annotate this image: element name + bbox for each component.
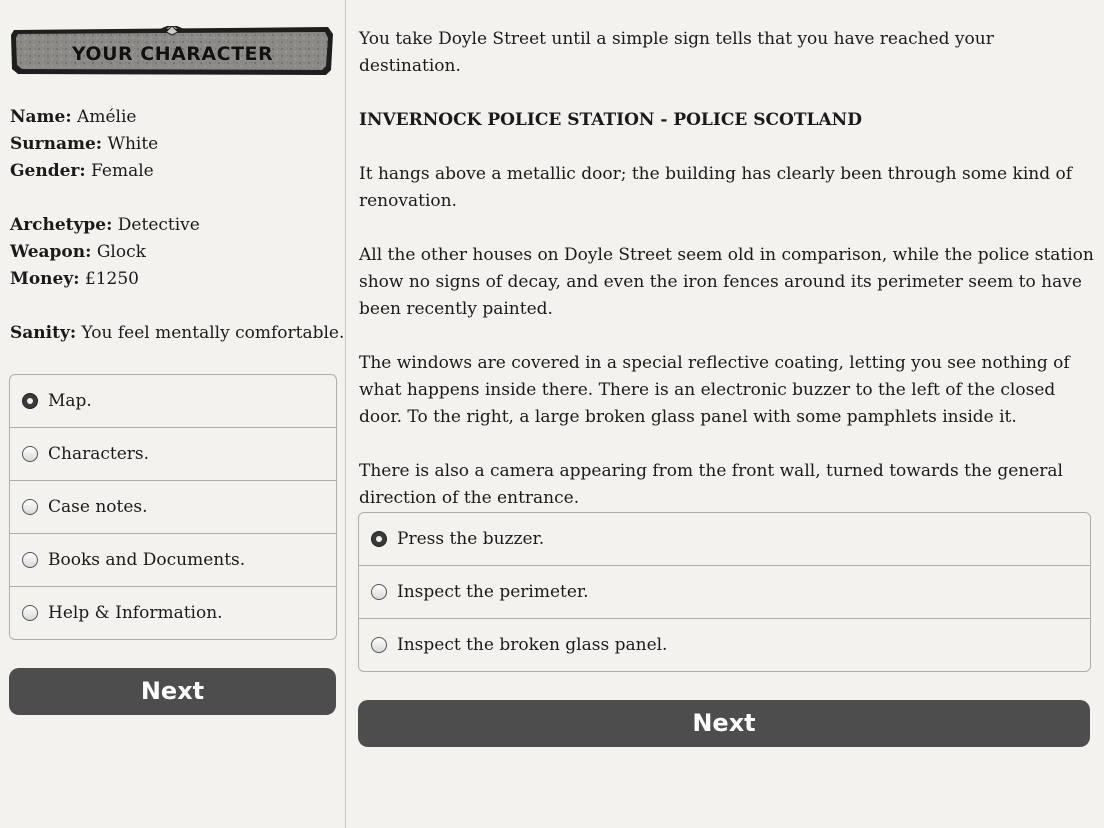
story-text (359, 26, 1094, 539)
story-next-button[interactable]: Next (358, 700, 1090, 747)
stat-key: Gender: (10, 161, 86, 181)
stat-value: You feel mentally comfortable. (81, 323, 345, 343)
stat-money (10, 266, 340, 293)
stat-key: Weapon: (10, 242, 92, 262)
stat-gender (10, 158, 340, 185)
stat-value: £1250 (84, 269, 139, 289)
menu-item-case-notes[interactable] (10, 480, 336, 533)
character-stats (10, 104, 345, 347)
stat-key: Sanity: (10, 323, 77, 343)
stat-surname (10, 131, 340, 158)
story-paragraph: You take Doyle Street until a simple sign tells that you have reached your destination. (359, 29, 994, 76)
stat-value: Glock (96, 242, 146, 262)
choice-press-buzzer[interactable] (359, 513, 1090, 565)
character-panel (0, 0, 345, 828)
story-paragraph: There is also a camera appearing from the front wall, turned towards the general direction of the entrance. (359, 461, 1063, 508)
radio-icon[interactable] (22, 499, 38, 515)
radio-icon[interactable] (22, 446, 38, 462)
menu-item-characters[interactable] (10, 427, 336, 480)
menu-item-books-documents[interactable] (10, 533, 336, 586)
sidebar-menu (9, 374, 337, 640)
menu-item-label: Case notes. (48, 497, 148, 517)
sidebar-next-button[interactable]: Next (9, 668, 336, 715)
stat-key: Surname: (10, 134, 103, 154)
menu-item-label: Characters. (48, 444, 150, 464)
choice-label: Inspect the perimeter. (397, 582, 589, 602)
menu-item-label: Map. (48, 391, 92, 411)
radio-icon[interactable] (22, 552, 38, 568)
menu-item-label: Books and Documents. (48, 550, 246, 570)
panel-divider (345, 0, 346, 828)
stat-key: Name: (10, 107, 72, 127)
radio-icon[interactable] (371, 584, 387, 600)
stat-sanity (10, 320, 345, 347)
stat-key: Money: (10, 269, 80, 289)
stat-value: Detective (117, 215, 200, 235)
menu-item-map[interactable] (10, 375, 336, 427)
radio-selected-icon[interactable] (22, 393, 38, 409)
stat-value: Amélie (77, 107, 137, 127)
stat-archetype (10, 212, 340, 239)
stat-weapon (10, 239, 340, 266)
radio-selected-icon[interactable] (371, 531, 387, 547)
choice-inspect-glass-panel[interactable] (359, 618, 1090, 671)
stat-key: Archetype: (10, 215, 113, 235)
choice-list (358, 512, 1091, 672)
radio-icon[interactable] (371, 637, 387, 653)
menu-item-help[interactable] (10, 586, 336, 639)
choice-inspect-perimeter[interactable] (359, 565, 1090, 618)
story-paragraph: The windows are covered in a special reflective coating, letting you see nothing of what happens inside there. There is an electronic buzzer to the left of the closed door. To the right, a large broken glass panel with some pamphlets inside it. (359, 353, 1070, 427)
choice-label: Inspect the broken glass panel. (397, 635, 668, 655)
character-banner (10, 26, 335, 76)
stat-name (10, 104, 340, 131)
choice-label: Press the buzzer. (397, 529, 545, 549)
stat-value: White (107, 134, 159, 154)
story-paragraph: It hangs above a metallic door; the building has clearly been through some kind of renovation. (359, 164, 1073, 211)
stat-value: Female (91, 161, 154, 181)
banner-title: YOUR CHARACTER (71, 43, 274, 65)
story-paragraph: All the other houses on Doyle Street seem old in comparison, while the police station show no signs of decay, and even the iron fences around its perimeter seem to have been recently painted. (359, 245, 1094, 319)
location-heading: INVERNOCK POLICE STATION - POLICE SCOTLAND (359, 110, 862, 130)
radio-icon[interactable] (22, 605, 38, 621)
menu-item-label: Help & Information. (48, 603, 223, 623)
